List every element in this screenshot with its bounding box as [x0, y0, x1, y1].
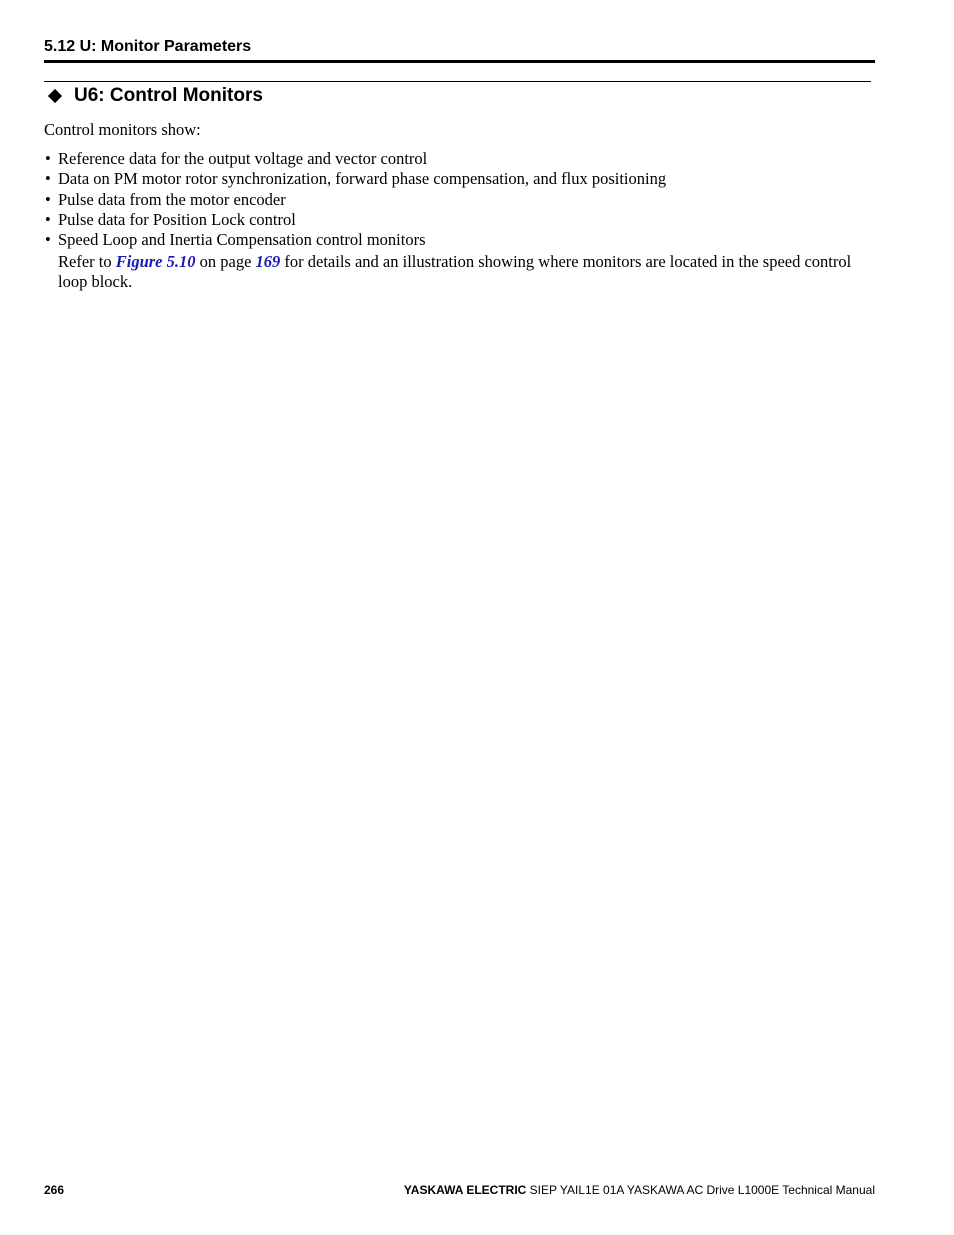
refer-middle: on page	[195, 252, 256, 271]
list-item	[44, 230, 666, 250]
section-title: U6: Control Monitors	[74, 85, 263, 106]
intro-text: Control monitors show:	[44, 120, 201, 139]
section-heading	[47, 83, 263, 109]
list-item-text: Reference data for the output voltage and vector control	[58, 149, 428, 168]
footer-brand: YASKAWA ELECTRIC	[403, 1183, 527, 1197]
running-header: 5.12 U: Monitor Parameters	[44, 38, 252, 55]
refer-suffix: for details and an illustration showing where monitors are located in the speed control loop block.	[58, 252, 852, 291]
list-item-text: Pulse data from the motor encoder	[58, 189, 286, 209]
bullet-glyph: •	[45, 149, 51, 168]
list-item-text: Data on PM motor rotor synchronization, forward phase compensation, and flux positioning	[58, 169, 667, 189]
diamond-icon	[48, 89, 62, 103]
page-number: 266	[44, 1183, 65, 1197]
refer-paragraph	[58, 252, 878, 292]
section-rule	[44, 81, 871, 82]
bullet-list	[44, 149, 666, 250]
header-rule	[44, 60, 875, 63]
list-item	[44, 169, 666, 189]
list-item-text: Speed Loop and Inertia Compensation control monitors	[58, 230, 426, 250]
figure-link[interactable]: Figure 5.10	[115, 252, 196, 271]
refer-prefix: Refer to	[58, 252, 116, 271]
list-item	[44, 210, 666, 230]
list-item	[44, 190, 666, 210]
list-item-text: Pulse data for Position Lock control	[58, 209, 296, 229]
page-link[interactable]: 169	[255, 252, 281, 271]
list-item	[44, 149, 666, 169]
footer-title	[404, 1182, 875, 1198]
bullet-glyph: •	[45, 189, 51, 209]
bullet-glyph: •	[45, 169, 51, 189]
footer-manual-title: SIEP YAIL1E 01A YASKAWA AC Drive L1000E Technical Manual	[526, 1183, 875, 1197]
bullet-glyph: •	[45, 230, 51, 250]
bullet-glyph: •	[45, 209, 51, 229]
